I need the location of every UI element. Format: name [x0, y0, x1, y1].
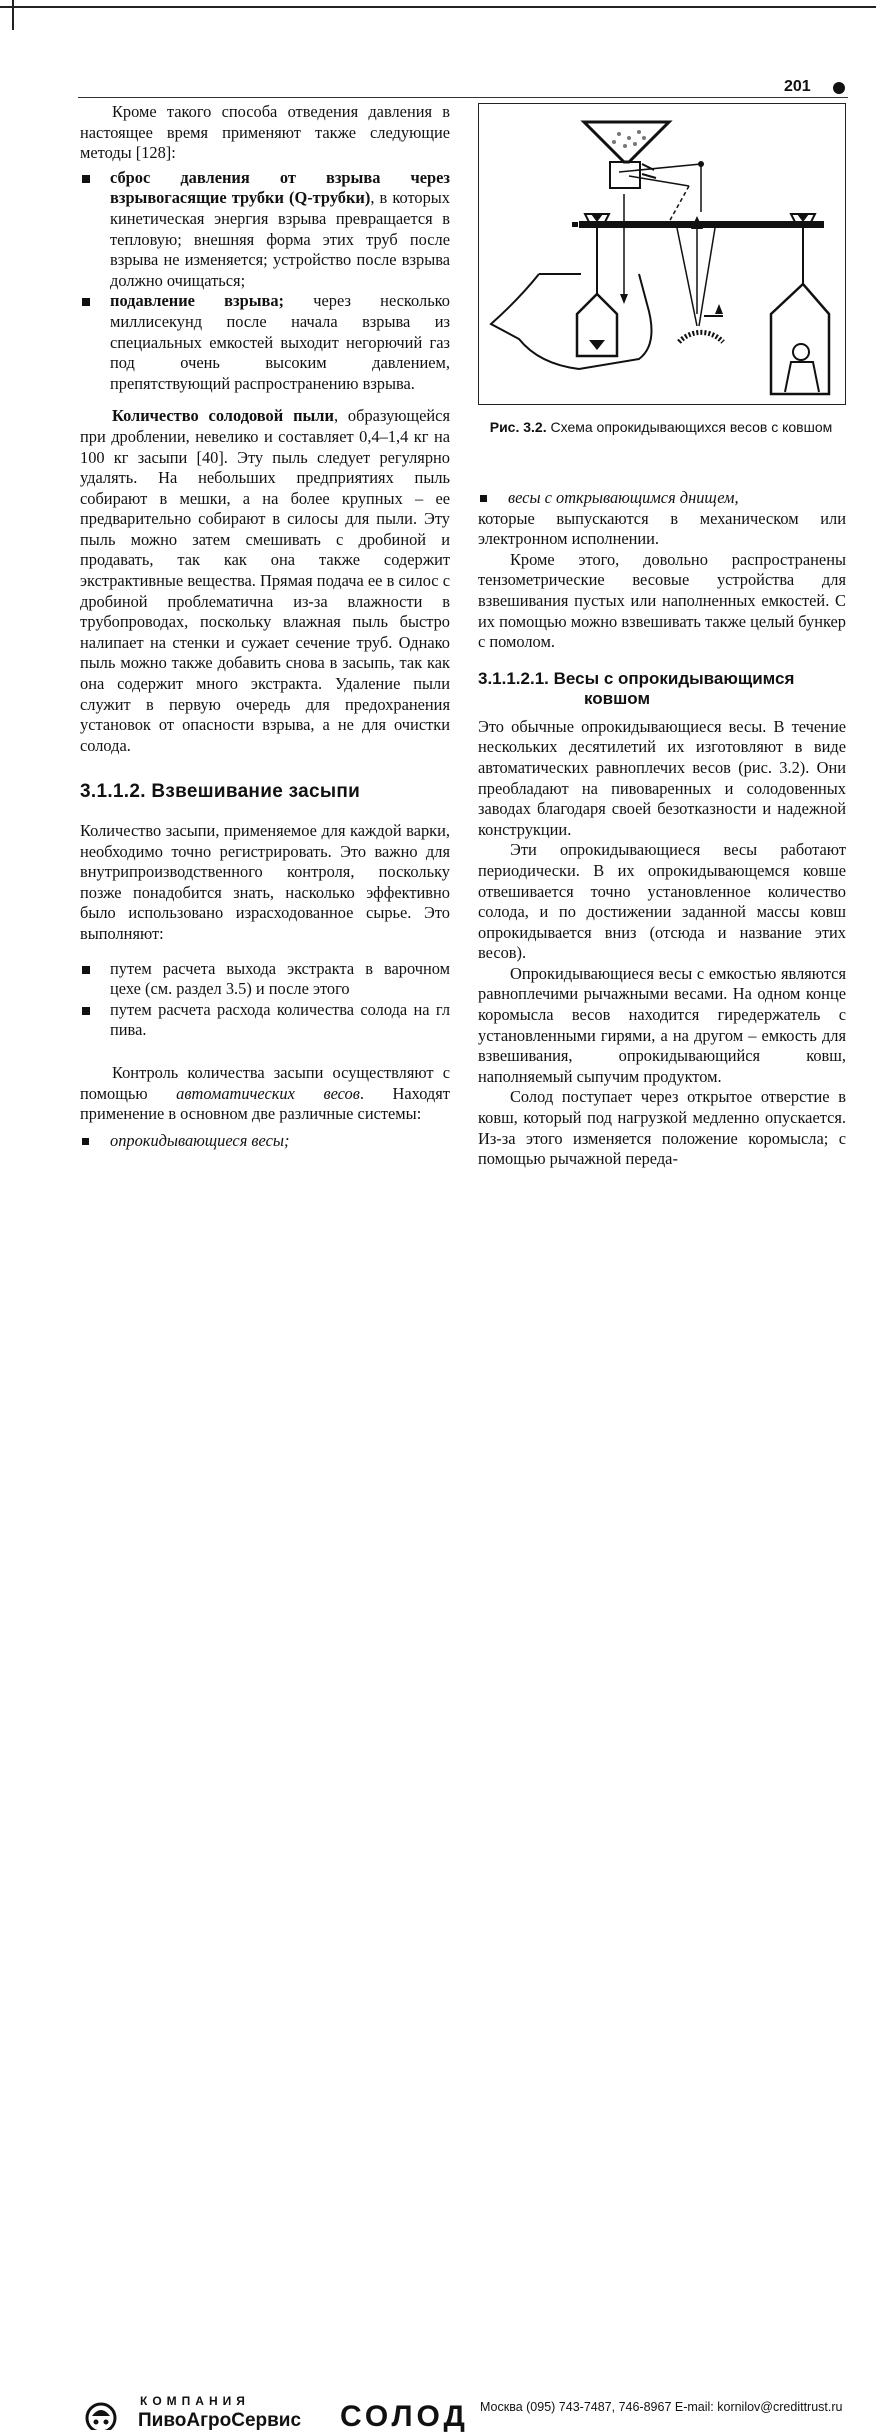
weighing-paragraph: Количество засыпи, применяемое для каждой варки, необходимо точно регистрировать. Это важно для внутрипроизводственного контроля, поскольку позже понадобится знать, насколько эффективно было использовано израсходованное сырье. Это выполняют:: [80, 821, 450, 943]
subsection-heading: [478, 669, 846, 709]
list-item: [478, 488, 846, 509]
caption-text: Схема опрокидывающихся весов с ковшом: [546, 419, 833, 435]
caption-label: Рис. 3.2.: [489, 419, 547, 435]
dust-term: Количество солодовой пыли: [112, 406, 334, 426]
tenzo-paragraph: Кроме этого, довольно распространены тензометрические весовые устройства для взвешивания пустых или наполненных емкостей. С их помощью можно взвешивать также целый бункер с помолом.: [478, 549, 846, 652]
continuation-paragraph: которые выпускаются в механическом или электронном исполнении.: [478, 508, 846, 549]
ordinary-paragraph: Это обычные опрокидывающиеся весы. В течение нескольких десятилетий их изготовляют в виде автоматических равноплечих весов (рис. 3.2). Они преобладают на пивоваренных и солодовенных заводах благодаря своей безотказности и надежной конструкции.: [478, 716, 846, 839]
intro-paragraph: Кроме такого способа отведения давления в настоящее время применяют также следующие методы [128]:: [80, 102, 450, 163]
dust-text: , образующейся при дроблении, невелико и составляет 0,4–1,4 кг на 100 кг засыпи [40]. Эту пыль следует регулярно удалять. На небольших предприятиях пыль собирают в мешки, а на более крупных – ее предварительно собирают в силосы для пыли. Эту пыль можно затем смешивать с дробиной и продавать, так как она также содержит экстрактивные вещества. Прямая подача ее в силос с дробиной проблематична из-за влажности в трубопроводах, поскольку влажная пыль быстро налипает на стенки и сужает сечение труб. Однако пыль можно также добавить снова в засыпь, так как она содержит много экстракта. Удаление пыли служит в первую очередь для предохранения установок от опасности взрыва, а не для очистки солода.: [80, 406, 450, 755]
scale-diagram: [479, 104, 845, 404]
company-label: КОМПАНИЯ: [140, 2394, 250, 2408]
work-paragraph: Эти опрокидывающиеся весы работают периодически. В их опрокидывающемся ковше отвешивается точно установленное количество солода, и по достижении заданной массы ковш опрокидывается вниз (отсюда и название этих весов).: [478, 840, 846, 963]
systems-list-continued: [478, 488, 846, 509]
control-italic: автоматических весов: [176, 1083, 360, 1103]
top-rule: [0, 6, 876, 8]
contact-info: Москва (095) 743-7487, 746-8967 E-mail: kornilov@credittrust.ru: [480, 2400, 843, 2414]
subsection-heading-line2: ковшом: [584, 688, 651, 708]
ways-list: [80, 959, 450, 1041]
methods-list: [80, 168, 450, 395]
brand-name: СОЛОД: [340, 2400, 469, 2433]
left-column: [80, 102, 450, 1151]
company-name: ПивоАгроСервис: [138, 2410, 302, 2431]
page-dot-icon: [833, 82, 845, 94]
header-rule: [78, 97, 848, 98]
control-text: Контроль количества засыпи осуществляют с помощью: [80, 1062, 450, 1103]
lever-paragraph: Опрокидывающиеся весы с емкостью являются равноплечими рычажными весами. На одном конце коромысла весов находится гиредержатель с установленными гирями, а на другом – емкость для взвешивания, опрокидывающийся ковш, наполняемый сыпучим продуктом.: [478, 963, 846, 1086]
method-term: сброс давления от взрыва через взрывогасящие трубки (Q-трубки): [110, 167, 450, 208]
list-item: путем расчета выхода экстракта в варочном цехе (см. раздел 3.5) и после этого: [80, 959, 450, 1000]
subsection-heading-line1: 3.1.1.2.1. Весы с опрокидывающимся: [478, 668, 795, 688]
list-item: путем расчета расхода количества солода на гл пива.: [80, 1000, 450, 1041]
control-paragraph: [80, 1063, 450, 1125]
list-item: [80, 291, 450, 394]
systems-list: [80, 1131, 450, 1152]
list-item: [80, 168, 450, 292]
list-item: [80, 1131, 450, 1152]
figure-tipping-scale: [478, 103, 846, 405]
section-heading: 3.1.1.2. Взвешивание засыпи: [80, 781, 361, 803]
footer: [0, 1196, 876, 2433]
method-text: , в которых кинетическая энергия взрыва превращается в тепловую; внешняя форма этих труб после взрыва не изменяется; устройство после взрыва должно очищаться;: [110, 188, 450, 290]
method-text: через несколько миллисекунд после начала взрыва из специальных емкостей выходит негорючий газ под очень высоким давлением, препятствующий распространению взрыва.: [110, 291, 450, 393]
system-item: весы с открывающимся днищем,: [508, 488, 739, 507]
system-item: опрокидывающиеся весы;: [110, 1130, 290, 1150]
page-number: 201: [784, 78, 811, 95]
control-text-end: . Находят применение в основном две различные системы:: [80, 1083, 450, 1124]
dust-paragraph: [80, 406, 450, 756]
company-logo-icon: [78, 2396, 124, 2430]
method-term: подавление взрыва;: [110, 291, 285, 311]
figure-caption: [478, 418, 844, 436]
malt-paragraph: Солод поступает через открытое отверстие в ковш, который под нагрузкой медленно опускается. Из-за этого изменяется положение коромысла; с помощью рычажной переда-: [478, 1087, 846, 1169]
right-column: [478, 488, 846, 1170]
crop-mark: [12, 0, 14, 30]
